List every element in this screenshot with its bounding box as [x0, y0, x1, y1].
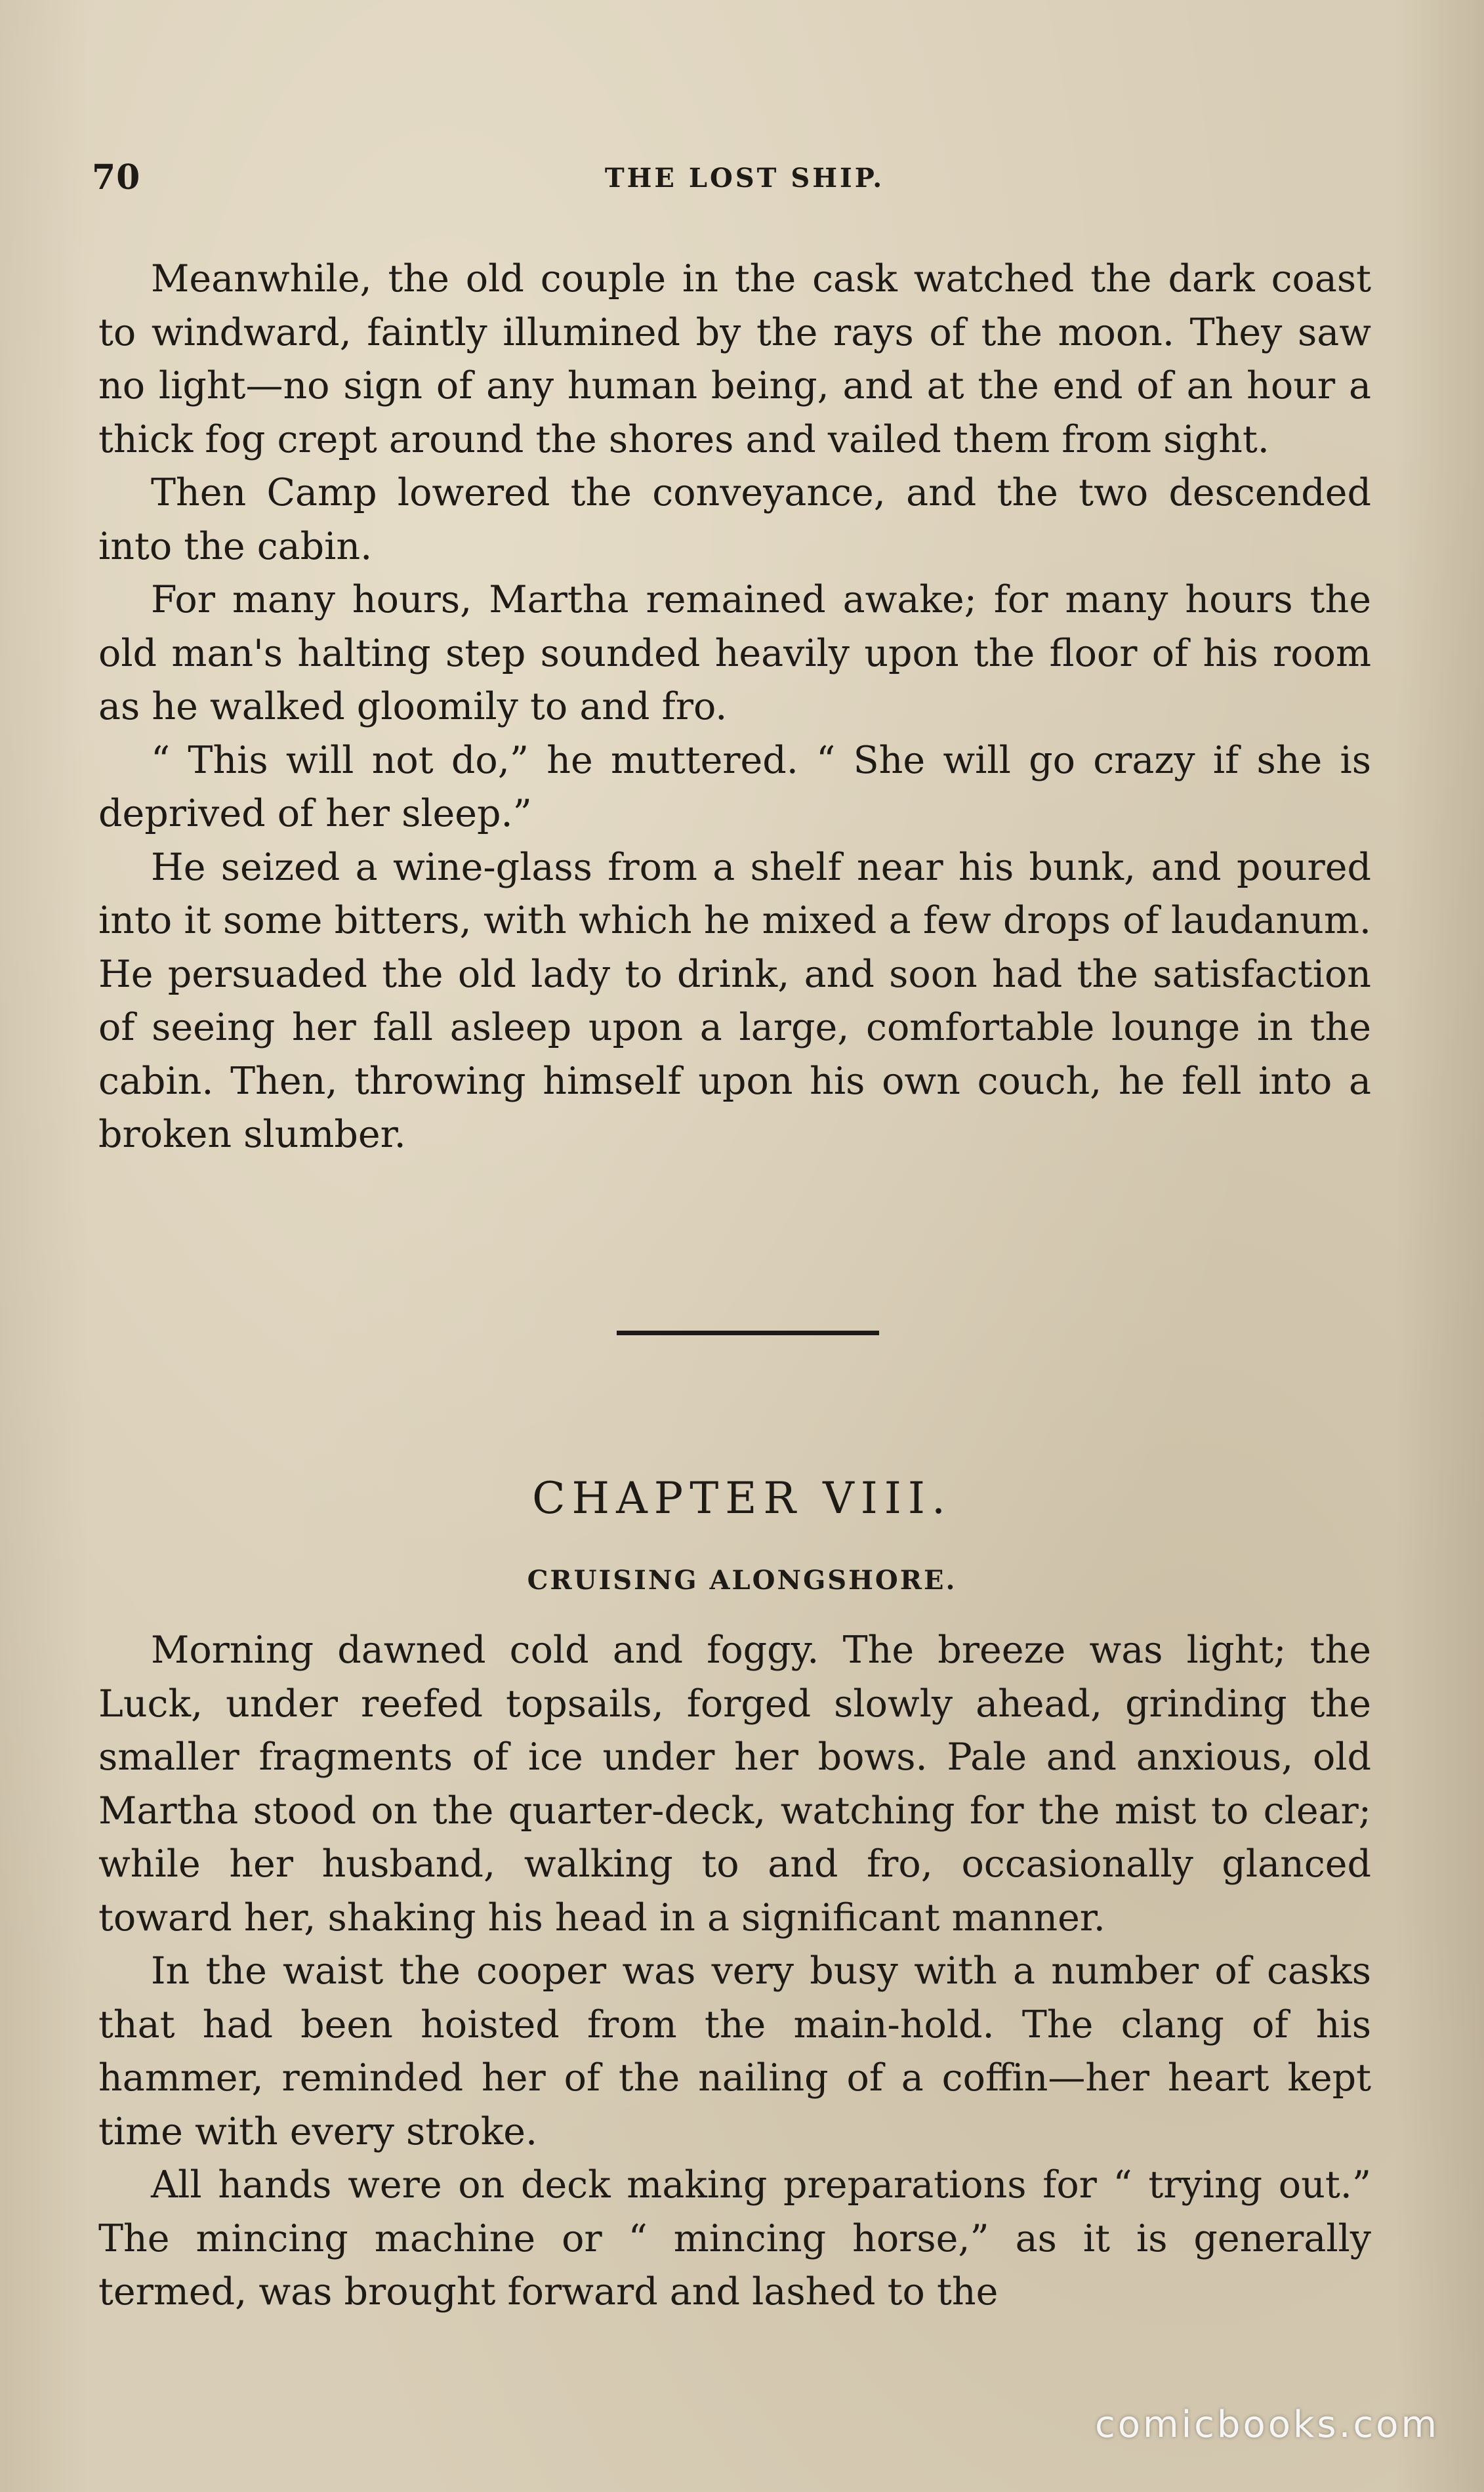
running-title: THE LOST SHIP.: [604, 163, 885, 194]
page-number: 70: [92, 157, 141, 197]
section-divider: [617, 1331, 879, 1335]
page-header: [92, 157, 1397, 210]
paragraph: “ This will not do,” he muttered. “ She will go crazy if she is deprived of her sleep.”: [98, 738, 1371, 835]
paragraph: Then Camp lowered the conveyance, and the two descended into the cabin.: [98, 471, 1371, 568]
paragraph: In the waist the cooper was very busy with a number of casks that had been hoisted from the main-hold. The clang of his hammer, reminded her of the nailing of a coffin—her heart kept time with every stroke.: [98, 1949, 1371, 2153]
paragraph: He seized a wine-glass from a shelf near his bunk, and poured into it some bitters, with which he mixed a few drops of laudanum. He persuaded the old lady to drink, and soon had the satisfaction of seeing her fall asleep upon a large, comfortable lounge in the cabin. Then, throwing himself upon his own couch, he fell into a broken slumber.: [98, 845, 1371, 1156]
watermark: comicbooks.com: [1094, 2403, 1439, 2446]
chapter-seven-ending: [98, 253, 1371, 1162]
paragraph: For many hours, Martha remained awake; for many hours the old man's halting step sounded heavily upon the floor of his room as he walked gloomily to and fro.: [98, 578, 1371, 728]
paragraph: All hands were on deck making preparations for “ trying out.” The mincing machine or “ mincing horse,” as it is generally termed, was brought forward and lashed to the: [98, 2163, 1371, 2314]
chapter-subtitle: CRUISING ALONGSHORE.: [527, 1565, 957, 1596]
paragraph: Meanwhile, the old couple in the cask watched the dark coast to windward, faintly illumined by the rays of the moon. They saw no light—no sign of any human being, and at the end of an hour a thick fog crept around the shores and vailed them from sight.: [98, 257, 1371, 461]
chapter-eight-opening: [98, 1624, 1371, 2319]
paragraph: Morning dawned cold and foggy. The breeze was light; the Luck, under reefed topsails, forged slowly ahead, grinding the smaller fragments of ice under her bows. Pale and anxious, old Martha stood on the quarter-deck, watching for the mist to clear; while her husband, walking to and fro, occasionally glanced toward her, shaking his head in a significant manner.: [98, 1629, 1371, 1940]
chapter-title: CHAPTER VIII.: [532, 1473, 952, 1524]
